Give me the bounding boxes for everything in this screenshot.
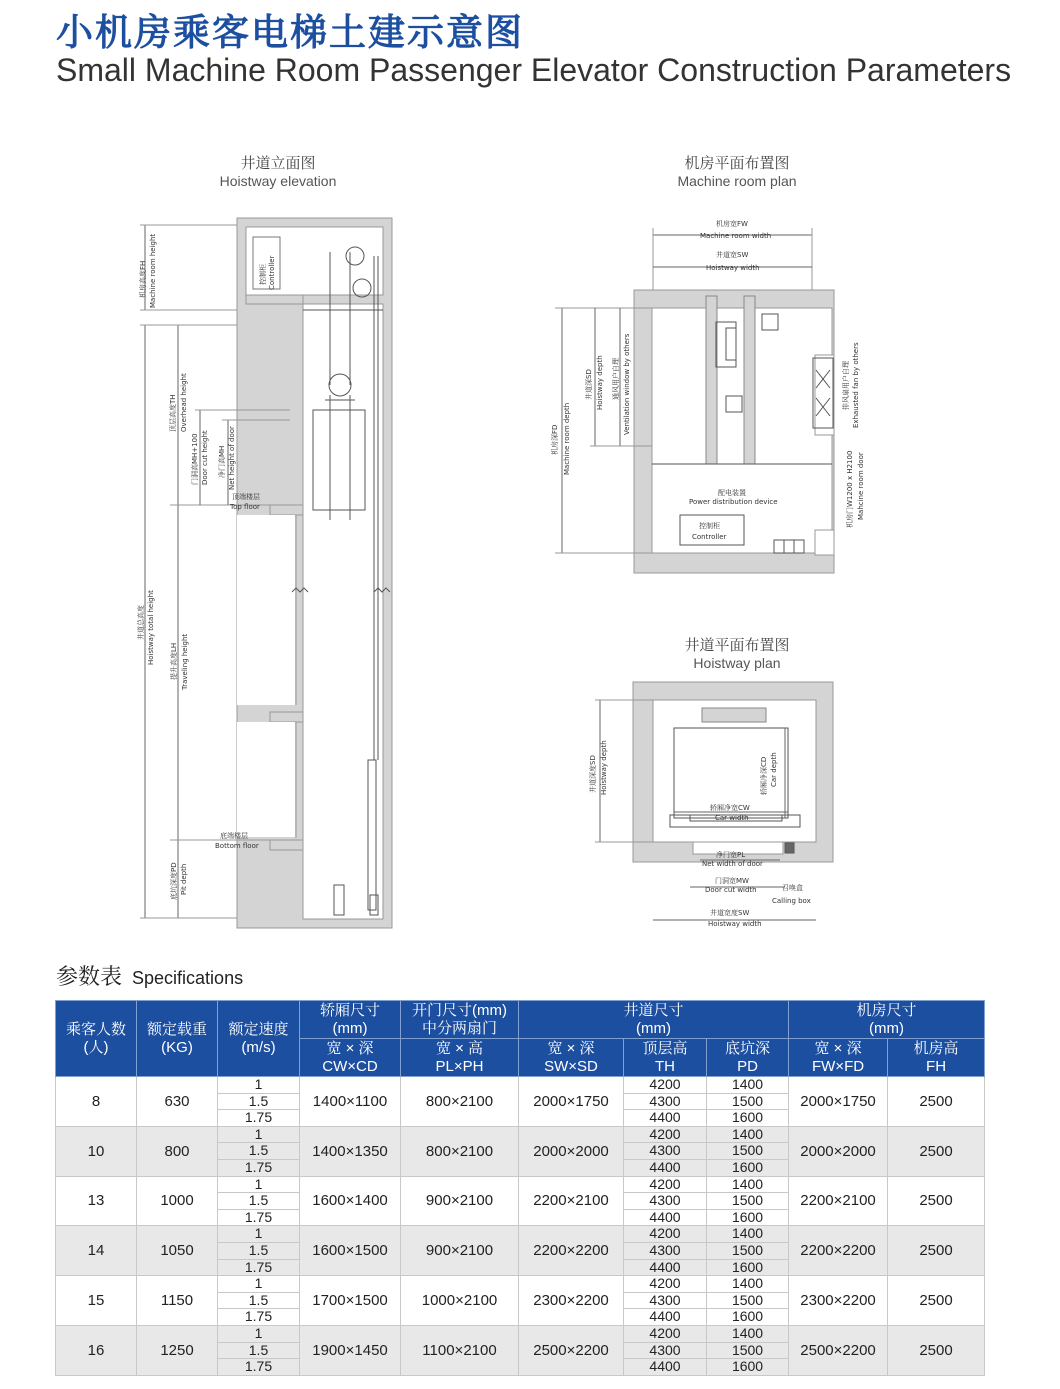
cell-door-size: 800×2100 [401,1077,519,1127]
elev-mh-label: 净门高MH [218,445,226,478]
cell-fh: 2500 [888,1226,985,1276]
elev-total-label: 井道总高度 [137,605,145,640]
th-car-sub: 宽 × 深 CW×CD [300,1039,401,1077]
cell-hoistway-size: 2000×1750 [519,1077,624,1127]
elev-pd-en: Pit depth [180,863,188,895]
cell-car-size: 1900×1450 [300,1325,401,1375]
hp-cw-en: Car width [715,814,749,822]
hp-cd-label: 轿厢净深CD [760,756,768,795]
mr-fw-label: 机房宽FW [716,220,748,228]
cell-fh: 2500 [888,1276,985,1326]
table-row [56,1226,985,1243]
th-passengers: 乘客人数 (人) [56,1001,137,1077]
th-hoistway-size: 井道尺寸 (mm) [519,1001,789,1039]
th-fh-sub: 机房高 FH [888,1039,985,1077]
cell-th: 4300 [624,1143,707,1160]
th-machine-size: 机房尺寸 (mm) [789,1001,985,1039]
elevation-title-cn: 井道立面图 [240,154,316,172]
elev-bottom-floor-label: 底端楼层 [220,832,248,840]
elev-door-cut-en: Door cut height [201,430,209,485]
hp-sw-label: 井道宽度SW [710,909,750,917]
cell-pd: 1500 [707,1093,789,1110]
cell-speed: 1.75 [218,1209,300,1226]
specs-heading-cn: 参数表 [56,965,123,990]
cell-pd: 1500 [707,1143,789,1160]
cell-passengers: 10 [56,1126,137,1176]
specs-table-body [56,1077,985,1376]
cell-fh: 2500 [888,1126,985,1176]
mr-sd-label: 井道深SD [585,369,593,400]
cell-th: 4400 [624,1359,707,1376]
cell-speed: 1.75 [218,1359,300,1376]
th-hoist-sub: 宽 × 深 SW×SD [519,1039,624,1077]
cell-speed: 1 [218,1325,300,1342]
cell-th: 4400 [624,1259,707,1276]
cell-pd: 1600 [707,1159,789,1176]
cell-fh: 2500 [888,1077,985,1127]
mr-door-en: Mahcine room door [857,452,865,520]
mr-fd-en: Machine room depth [563,402,571,475]
cell-pd: 1400 [707,1226,789,1243]
cell-load: 630 [137,1077,218,1127]
elev-th-label: 顶层高度TH [169,394,177,432]
cell-speed: 1 [218,1077,300,1094]
cell-th: 4200 [624,1276,707,1293]
cell-machine-size: 2300×2200 [789,1276,888,1326]
cell-pd: 1600 [707,1110,789,1127]
cell-machine-size: 2200×2100 [789,1176,888,1226]
machine-room-plan-diagram [540,210,880,590]
hp-pl-label: 净门宽PL [716,851,746,859]
cell-pd: 1600 [707,1359,789,1376]
cell-load: 1050 [137,1226,218,1276]
table-row [56,1126,985,1143]
elevation-title-en: Hoistway elevation [219,173,337,189]
th-th-sub: 顶层高 TH [624,1039,707,1077]
cell-car-size: 1600×1400 [300,1176,401,1226]
cell-door-size: 900×2100 [401,1176,519,1226]
cell-speed: 1 [218,1176,300,1193]
cell-speed: 1.5 [218,1143,300,1160]
machine-room-title-cn: 机房平面布置图 [684,154,790,172]
th-door-size: 开门尺寸(mm) 中分两扇门 [401,1001,519,1039]
cell-th: 4300 [624,1292,707,1309]
hp-call-en: Calling box [772,897,811,905]
cell-passengers: 13 [56,1176,137,1226]
hp-mw-en: Door cut width [705,886,757,894]
cell-pd: 1500 [707,1292,789,1309]
cell-car-size: 1400×1100 [300,1077,401,1127]
cell-pd: 1400 [707,1126,789,1143]
page-title-cn: 小机房乘客电梯土建示意图 [56,11,524,54]
hp-sw-en: Hoistway width [708,920,762,928]
cell-door-size: 1100×2100 [401,1325,519,1375]
elev-bottom-floor-en: Bottom floor [215,842,259,850]
elev-lh-en: Traveling height [181,633,189,690]
cell-passengers: 15 [56,1276,137,1326]
cell-speed: 1.5 [218,1242,300,1259]
cell-pd: 1400 [707,1077,789,1094]
elev-mh-en: Net height of door [228,426,236,490]
cell-car-size: 1600×1500 [300,1226,401,1276]
specs-heading [56,960,243,991]
specs-heading-en: Specifications [132,968,244,988]
page-title-en: Small Machine Room Passenger Elevator Construction Parameters [56,52,1012,88]
cell-speed: 1 [218,1226,300,1243]
cell-machine-size: 2000×1750 [789,1077,888,1127]
mr-vent-label: 通风用户自理 [612,358,620,400]
cell-load: 800 [137,1126,218,1176]
elev-pd-label: 底坑深度PD [170,862,178,900]
machine-room-title-en: Machine room plan [677,173,797,189]
cell-speed: 1.5 [218,1093,300,1110]
table-row [56,1276,985,1293]
cell-pd: 1600 [707,1209,789,1226]
mr-fan-label: 排风扇用户自理 [842,361,850,410]
th-mr-sub: 宽 × 深 FW×FD [789,1039,888,1077]
cell-pd: 1500 [707,1242,789,1259]
mr-power-label: 配电装置 [718,489,746,497]
cell-th: 4200 [624,1325,707,1342]
elev-fh-label: 机房高度FH [139,260,147,298]
cell-hoistway-size: 2200×2200 [519,1226,624,1276]
cell-th: 4400 [624,1159,707,1176]
cell-car-size: 1700×1500 [300,1276,401,1326]
cell-door-size: 800×2100 [401,1126,519,1176]
cell-th: 4400 [624,1110,707,1127]
hp-sd-en: Hoistway depth [600,740,608,795]
hoistway-plan-diagram [580,675,850,935]
cell-th: 4200 [624,1226,707,1243]
cell-hoistway-size: 2300×2200 [519,1276,624,1326]
table-row [56,1176,985,1193]
elev-top-floor-label: 顶端楼层 [232,493,260,501]
cell-pd: 1400 [707,1276,789,1293]
cell-hoistway-size: 2000×2000 [519,1126,624,1176]
elev-lh-label: 提升高度LH [170,642,178,680]
cell-passengers: 16 [56,1325,137,1375]
cell-door-size: 1000×2100 [401,1276,519,1326]
cell-pd: 1500 [707,1342,789,1359]
table-row [56,1077,985,1094]
mr-sd-en: Hoistway depth [596,355,604,410]
cell-passengers: 8 [56,1077,137,1127]
mr-fan-en: Exhausted fan by others [852,342,860,428]
cell-hoistway-size: 2200×2100 [519,1176,624,1226]
cell-th: 4400 [624,1209,707,1226]
cell-car-size: 1400×1350 [300,1126,401,1176]
cell-speed: 1 [218,1126,300,1143]
cell-machine-size: 2200×2200 [789,1226,888,1276]
cell-speed: 1.75 [218,1259,300,1276]
th-car-size: 轿厢尺寸 (mm) [300,1001,401,1039]
cell-load: 1250 [137,1325,218,1375]
elev-controller-label: 控制柜 [259,264,267,285]
cell-pd: 1500 [707,1193,789,1210]
hp-mw-label: 门洞宽MW [715,877,749,885]
hp-sd-label: 井道深度SD [589,755,597,793]
cell-th: 4300 [624,1342,707,1359]
th-door-sub: 宽 × 高 PL×PH [401,1039,519,1077]
cell-speed: 1.75 [218,1309,300,1326]
cell-th: 4200 [624,1126,707,1143]
hoistway-plan-title-en: Hoistway plan [693,655,781,671]
mr-controller-label: 控制柜 [699,522,720,530]
cell-speed: 1.75 [218,1159,300,1176]
hoistway-plan-title-cn: 井道平面布置图 [684,636,790,654]
cell-door-size: 900×2100 [401,1226,519,1276]
cell-pd: 1600 [707,1259,789,1276]
hp-cw-label: 轿厢净宽CW [710,804,750,812]
cell-speed: 1.5 [218,1193,300,1210]
elev-th-en: Overhead height [180,373,188,432]
elev-controller-en: Controller [268,255,276,290]
elev-door-cut-label: 门洞高MH+100 [191,433,199,485]
cell-th: 4300 [624,1193,707,1210]
cell-th: 4300 [624,1242,707,1259]
cell-load: 1150 [137,1276,218,1326]
mr-vent-en: Ventilation window by others [623,333,631,435]
cell-speed: 1.5 [218,1342,300,1359]
cell-th: 4300 [624,1093,707,1110]
mr-power-en: Power distribution device [689,498,778,506]
hp-call-label: 召唤盒 [782,884,803,892]
mr-fd-label: 机房深FD [551,424,559,455]
elev-fh-en: Machine room height [149,233,157,308]
hp-pl-en: Net width of door [702,860,763,868]
mr-sw-label: 井道宽SW [716,251,749,259]
specs-table [55,1000,985,1376]
elev-total-en: Hoistway total height [147,590,155,665]
cell-machine-size: 2500×2200 [789,1325,888,1375]
cell-passengers: 14 [56,1226,137,1276]
mr-door-label: 机房门W1200 x H2100 [846,450,854,528]
mr-sw-en: Hoistway width [706,264,760,272]
th-pd-sub: 底坑深 PD [707,1039,789,1077]
th-speed: 额定速度 (m/s) [218,1001,300,1077]
cell-th: 4400 [624,1309,707,1326]
cell-hoistway-size: 2500×2200 [519,1325,624,1375]
cell-speed: 1 [218,1276,300,1293]
cell-th: 4200 [624,1077,707,1094]
table-row [56,1325,985,1342]
cell-pd: 1400 [707,1176,789,1193]
hp-cd-en: Car depth [770,752,778,787]
cell-load: 1000 [137,1176,218,1226]
elev-top-floor-en: Top floor [230,503,260,511]
cell-pd: 1400 [707,1325,789,1342]
th-load: 额定载重 (KG) [137,1001,218,1077]
cell-speed: 1.5 [218,1292,300,1309]
cell-fh: 2500 [888,1325,985,1375]
mr-controller-en: Controller [692,533,727,541]
mr-fw-en: Machine room width [700,232,772,240]
cell-pd: 1600 [707,1309,789,1326]
cell-fh: 2500 [888,1176,985,1226]
cell-speed: 1.75 [218,1110,300,1127]
cell-th: 4200 [624,1176,707,1193]
cell-machine-size: 2000×2000 [789,1126,888,1176]
